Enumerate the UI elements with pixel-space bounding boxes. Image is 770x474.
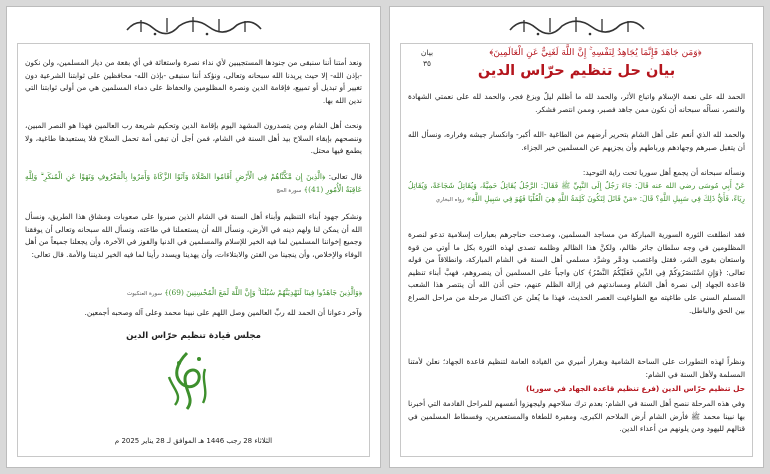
paragraph-promise: ونعد أمتنا أننا سنبقى من جنودها المستجيبين لأي نداء نصرة واستغاثة في أي بقعة من ديار المسلمين، ولن نكون -بإذن الله- إلا حيث يريدنا الله سبحانه وتعالى، ونؤكد أننا سنبقى -بإذن الله- محافظين على ثوابتنا الشرعية دون تغيير أو تبديل أو تمييع، فإقامة الدين ونصرة المظلومين والحفاظ على دماء المسلمين هي من أولى ثوابتنا التي ندين الله بها. xyxy=(25,58,362,105)
statement-page-1 xyxy=(389,6,764,468)
basmala-ornament-icon xyxy=(119,12,269,38)
hadith-text: عَنْ أَبِي مُوسَى رضي الله عنه قَالَ: جَاءَ رَجُلٌ إِلَى النَّبِيِّ ﷺ فَقَالَ: الرَّجُلُ يُقَاتِلُ حَمِيَّةً، وَيُقَاتِلُ شَجَاعَةً، وَيُقَاتِلُ رِيَاءً، فَأَيُّ ذَلِكَ فِي سَبِيلِ اللَّهِ؟ قَالَ: «مَنْ قَاتَلَ لِتَكُونَ كَلِمَةُ اللَّهِ هِيَ الْعُلْيَا فَهُوَ فِي سَبِيلِ اللَّهِ» xyxy=(408,181,745,203)
statement-page-2 xyxy=(6,6,381,468)
calligraphy-seal-icon xyxy=(155,347,219,417)
basmala-calligraphy xyxy=(7,12,380,38)
verse-intro: قال تعالى: xyxy=(328,172,363,181)
quran-verse-al-hajj: ﴿الَّذِينَ إِن مَّكَّنَّاهُمْ فِي الْأَرْضِ أَقَامُوا الصَّلَاةَ وَآتَوُا الزَّكَاةَ وَأَمَرُوا بِالْمَعْرُوفِ وَنَهَوْا عَنِ الْمُنكَرِ ۗ وَلِلَّهِ عَاقِبَةُ الْأُمُورِ (41)﴾ xyxy=(25,172,362,194)
hadith-source: رواه البخاري xyxy=(435,196,465,203)
paragraph-decision: ونظراً لهذه التطورات على الساحة الشامية وبقرار أميري من القيادة العامة لتنظيم قاعدة الجهاد؛ نعلن لأمتنا المسلمة ولأهل السنة في الشام: xyxy=(408,357,745,379)
paragraph-unity: ونسأله سبحانه أن يجمع أهل سوريا تحت راية التوحيد: xyxy=(582,168,745,177)
verse-source: سورة الحج xyxy=(276,187,302,194)
paragraph-liberation: والحمد لله الذي أنعم على أهل الشام بتحرير أرضهم من الطاغية -الله أكبر- وانكسار جيشه وفراره، ونسأل الله أن يتقبل صبرهم وجهادهم ورباطهم وأن يجزيهم عن المسلمين خير الجزاء. xyxy=(408,130,745,152)
dissolution-announcement: حل تنظيم حرّاس الدين (فرع تنظيم قاعدة الجهاد في سوريا) xyxy=(526,384,745,393)
quran-verse-al-ankabut: ﴿وَالَّذِينَ جَاهَدُوا فِينَا لَنَهْدِيَنَّهُمْ سُبُلَنَا ۚ وَإِنَّ اللَّهَ لَمَعَ الْمُحْسِنِينَ (69)﴾ xyxy=(164,288,362,297)
hadith-block xyxy=(408,180,745,206)
signature-council: مجلس قيادة تنظيم حرّاس الدين xyxy=(126,331,261,341)
header-verse: ﴿وَمَن جَاهَدَ فَإِنَّمَا يُجَاهِدُ لِنَفْسِهِ ۚ إِنَّ اللَّهَ لَغَنِيٌّ عَنِ الْعَالَمِينَ﴾ xyxy=(489,48,702,58)
verse-block-2 xyxy=(25,287,362,301)
paragraph-thanks: ونشكر جهود أبناء التنظيم وأبناء أهل السنة في الشام الذين صبروا على صعوبات ومشاق هذا الطريق، ونسأل الله أن يمكن لنا ولهم دينه في الأرض، ونسأل الله أن يستعملنا في طاعته، ونسأل الله سبحانه وتعالى أن يوفقنا وجميع إخواننا المسلمين لما فيه الخير للإسلام والمسلمين في الدنيا والفوز في الآخرة، وأن يجعلنا جميعاً من أهل الوفاء والإخلاص، وأن ينجينا من الفتن والابتلاءات، وأن يهدينا ويسدد رأينا لما فيه الخير لديننا والأمة. قال تعالى: xyxy=(24,212,362,259)
paragraph-praise: الحمد لله على نعمة الإسلام واتباع الأثر، والحمد لله ما أظلم ليلٌ وبزغ فجر، والحمد لله على نعمتي الشهادة والنصر، نسألُه سبحانه أن نكون ممن جاهد فصبر، وممن انتصر فشكر. xyxy=(408,92,745,114)
paragraph-advice-arms: وفي هذه المرحلة ننصح أهل السنة في الشام: بعدم ترك سلاحهم وليجهزوا أنفسهم للمراحل القادمة التي أخبرنا بها نبينا محمد ﷺ فأرض الشام أرض الملاحم الكبرى، ومقبرة للطغاة والمستعمرين، وفسطاط المسلمين في قتالهم لليهود ومن يلونهم من أعداء الدين. xyxy=(408,399,745,434)
statement-date: الثلاثاء 28 رجب 1446 هـ الموافق لـ 28 يناير 2025 م xyxy=(114,437,273,445)
paragraph-revolution: فقد انطلقت الثورة السورية المباركة من مساجد المسلمين، وصدحت حناجرهم بعبارات إسلامية تدعو لنصرة المظلومين في وجه سلطان جائر ظالم، ولكنَّ هذا الظالم وظلمه تصدى لهذه الثورة بكل ما أوتي من قوة واستعان بقوى الشر، فقتل واغتصب ودمَّر وشرَّد مسلمي أهل السنة في الشام المباركة، وانطلاقاً من قوله تعالى: ﴿وَإِنِ اسْتَنصَرُوكُمْ فِي الدِّينِ فَعَلَيْكُمُ النَّصْرُ﴾ كان واجباً على المسلمين أن ينصروهم، فهبَّ أبناء تنظيم قاعدة الجهاد إلى نصرة أهل الشام ومساندتهم في إزالة الظلم عنهم، حتى أذن الله أن ينتصر هذا الشعب المسلم السني على طاغيته مع الطواغيت العصر الحديث، فهذا ما يُعلن عن اكتمال مرحلة من مراحل الصراع بين الحق والباطل. xyxy=(408,230,745,315)
paragraph-advice: ونحث أهل الشام ومن يتصدرون المشهد اليوم بإقامة الدين وتحكيم شريعة رب العالمين فهذا هو النصر المبين، وننصحهم بإبقاء السلاح بيد أهل السنة في الشام، فمن أجل أن تبقى أمة تحمل السلاح فلا يستعبدها طاغية، ولا يطمع فيها محتل. xyxy=(25,121,362,156)
basmala-calligraphy xyxy=(390,12,763,38)
verse-source: سورة العنكبوت xyxy=(127,291,162,297)
closing-prayer: وآخر دعوانا أن الحمد لله ربِّ العالمين وصل اللهم على نبينا محمد وعلى آله وصحبه أجمعين. xyxy=(84,308,362,317)
bayan-number: ٣٥ xyxy=(422,59,432,68)
bayan-label: بيان xyxy=(420,48,434,57)
basmala-ornament-icon xyxy=(502,12,652,38)
statement-headline: بيان حل تنظيم حرّاس الدين xyxy=(477,63,676,79)
verse-block-1 xyxy=(25,171,362,197)
